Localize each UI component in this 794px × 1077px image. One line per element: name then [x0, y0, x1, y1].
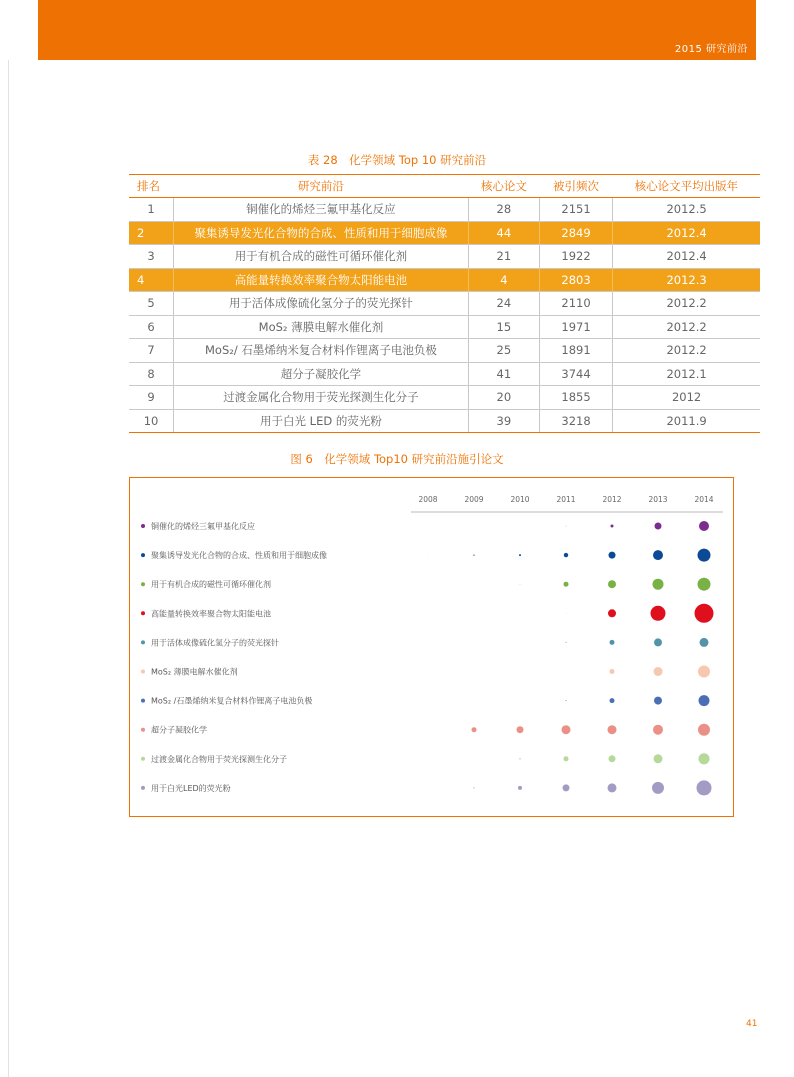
figure-frame: [129, 477, 734, 817]
table-caption: 表 28 化学领域 Top 10 研究前沿: [307, 153, 487, 167]
legend-marker: [141, 640, 145, 644]
page-number: 41: [746, 1019, 758, 1029]
cell-rank: 4: [129, 268, 174, 292]
bubble-point: [698, 724, 710, 736]
table-row: [129, 268, 760, 292]
year-label: 2011: [556, 495, 576, 504]
cell-citations: 3744: [539, 362, 612, 386]
bubble-point: [700, 638, 709, 647]
bubble-point: [562, 725, 571, 734]
bubble-point: [566, 526, 567, 527]
bubble-point: [655, 523, 662, 530]
table-row: [129, 221, 760, 245]
bubble-point: [519, 758, 521, 760]
bubble-point: [566, 642, 567, 643]
bubble-point: [653, 579, 664, 590]
bubble-point: [699, 521, 709, 531]
running-header: 2015 研究前沿: [674, 44, 748, 55]
bubble-point: [520, 584, 521, 585]
page-margin-rule: [8, 60, 9, 1077]
table-row: [129, 386, 760, 410]
legend-label: 高能量转换效率聚合物太阳能电池: [151, 609, 271, 619]
legend-label: 用于活体成像硫化氢分子的荧光探针: [151, 638, 279, 648]
bubble-point: [654, 697, 662, 705]
cell-citations: 2849: [539, 221, 612, 245]
legend-marker: [141, 611, 145, 615]
bubble-point: [608, 609, 616, 617]
cell-topic: MoS₂/ 石墨烯纳米复合材料作锂离子电池负极: [174, 339, 469, 363]
year-label: 2012: [602, 495, 622, 504]
year-label: 2008: [418, 495, 438, 504]
cell-topic: 用于有机合成的磁性可循环催化剂: [174, 245, 469, 269]
bubble-point: [566, 700, 567, 701]
bubble-point: [608, 783, 617, 792]
bubble-point: [473, 787, 474, 788]
bubble-point: [517, 726, 524, 733]
cell-citations: 2110: [539, 292, 612, 316]
cell-rank: 9: [129, 386, 174, 410]
cell-mean-year: 2012: [613, 386, 760, 410]
bubble-point: [653, 725, 663, 735]
cell-rank: 5: [129, 292, 174, 316]
bubble-point: [563, 784, 570, 791]
cell-rank: 8: [129, 362, 174, 386]
cell-core-papers: 21: [468, 245, 539, 269]
legend-label: 用于白光LED的荧光粉: [151, 783, 231, 793]
table-row: [129, 198, 760, 222]
table-header-row: [129, 175, 760, 198]
bubble-point: [564, 756, 569, 761]
bubble-point: [473, 555, 474, 556]
header-band: [38, 0, 756, 60]
cell-topic: 聚集诱导发光化合物的合成、性质和用于细胞成像: [174, 221, 469, 245]
table-row: [129, 339, 760, 363]
bubble-point: [695, 604, 714, 623]
legend-label: 过渡金属化合物用于荧光探测生化分子: [151, 754, 287, 764]
cell-core-papers: 15: [468, 315, 539, 339]
legend-label: 用于有机合成的磁性可循环催化剂: [151, 580, 271, 590]
bubble-point: [653, 550, 663, 560]
bubble-point: [564, 553, 568, 557]
cell-core-papers: 4: [468, 268, 539, 292]
cell-rank: 7: [129, 339, 174, 363]
bubble-point: [608, 580, 616, 588]
legend-marker: [141, 699, 145, 703]
year-label: 2013: [648, 495, 668, 504]
cell-mean-year: 2012.4: [613, 221, 760, 245]
cell-citations: 1891: [539, 339, 612, 363]
bubble-point: [698, 666, 710, 678]
bubble-point: [609, 755, 616, 762]
cell-citations: 1855: [539, 386, 612, 410]
cell-rank: 6: [129, 315, 174, 339]
cell-core-papers: 41: [468, 362, 539, 386]
cell-mean-year: 2012.2: [613, 315, 760, 339]
legend-label: MoS₂ /石墨烯纳米复合材料作锂离子电池负极: [151, 696, 313, 706]
cell-citations: 3218: [539, 409, 612, 433]
table-row: [129, 245, 760, 269]
legend-label: MoS₂ 薄膜电解水催化剂: [151, 667, 238, 677]
legend-marker: [141, 524, 145, 528]
bubble-point: [519, 554, 521, 556]
table-row: [129, 315, 760, 339]
cell-core-papers: 20: [468, 386, 539, 410]
cell-mean-year: 2012.4: [613, 245, 760, 269]
bubble-point: [698, 549, 711, 562]
bubble-point: [698, 578, 711, 591]
bubble-point: [654, 638, 662, 646]
cell-mean-year: 2012.3: [613, 268, 760, 292]
legend-marker: [141, 582, 145, 586]
bubble-chart: [130, 478, 733, 816]
bubble-point: [518, 786, 522, 790]
column-header-rank: 排名: [129, 175, 174, 198]
column-header-citations: 被引频次: [539, 175, 612, 198]
cell-topic: 铜催化的烯烃三氟甲基化反应: [174, 198, 469, 222]
bubble-point: [652, 782, 664, 794]
legend-marker: [141, 670, 145, 674]
cell-core-papers: 24: [468, 292, 539, 316]
cell-citations: 1922: [539, 245, 612, 269]
legend-marker: [141, 757, 145, 761]
cell-core-papers: 25: [468, 339, 539, 363]
bubble-point: [699, 753, 710, 764]
bubble-point: [654, 667, 663, 676]
cell-mean-year: 2012.2: [613, 292, 760, 316]
cell-topic: 超分子凝胶化学: [174, 362, 469, 386]
bubble-point: [608, 725, 617, 734]
cell-mean-year: 2012.1: [613, 362, 760, 386]
bubble-point: [564, 582, 569, 587]
table-row: [129, 409, 760, 433]
year-label: 2014: [694, 495, 714, 504]
research-frontier-table: [129, 174, 760, 433]
column-header-core-papers: 核心论文: [468, 175, 539, 198]
cell-citations: 2151: [539, 198, 612, 222]
legend-marker: [141, 553, 145, 557]
cell-topic: 用于活体成像硫化氢分子的荧光探针: [174, 292, 469, 316]
cell-core-papers: 28: [468, 198, 539, 222]
table-row: [129, 362, 760, 386]
column-header-mean-year: 核心论文平均出版年: [613, 175, 760, 198]
cell-topic: 用于白光 LED 的荧光粉: [174, 409, 469, 433]
bubble-point: [697, 780, 712, 795]
legend-marker: [141, 728, 145, 732]
cell-mean-year: 2012.2: [613, 339, 760, 363]
year-label: 2010: [510, 495, 530, 504]
bubble-point: [610, 698, 615, 703]
cell-citations: 1971: [539, 315, 612, 339]
figure-caption: 图 6 化学领域 Top10 研究前沿施引论文: [290, 452, 504, 466]
cell-citations: 2803: [539, 268, 612, 292]
cell-mean-year: 2012.5: [613, 198, 760, 222]
cell-mean-year: 2011.9: [613, 409, 760, 433]
cell-topic: 过渡金属化合物用于荧光探测生化分子: [174, 386, 469, 410]
table-row: [129, 292, 760, 316]
bubble-point: [610, 669, 615, 674]
legend-marker: [141, 786, 145, 790]
bubble-point: [651, 606, 666, 621]
legend-label: 铜催化的烯烃三氟甲基化反应: [151, 522, 255, 531]
bubble-point: [654, 754, 663, 763]
bubble-point: [699, 695, 710, 706]
cell-rank: 1: [129, 198, 174, 222]
cell-core-papers: 44: [468, 221, 539, 245]
cell-rank: 2: [129, 221, 174, 245]
cell-rank: 3: [129, 245, 174, 269]
cell-core-papers: 39: [468, 409, 539, 433]
bubble-point: [609, 552, 616, 559]
year-label: 2009: [464, 495, 484, 504]
cell-topic: 高能量转换效率聚合物太阳能电池: [174, 268, 469, 292]
cell-rank: 10: [129, 409, 174, 433]
bubble-point: [610, 640, 615, 645]
column-header-topic: 研究前沿: [174, 175, 469, 198]
bubble-point: [472, 727, 477, 732]
legend-label: 聚集诱导发光化合物的合成、性质和用于细胞成像: [151, 551, 327, 561]
legend-label: 超分子凝胶化学: [151, 725, 207, 735]
cell-topic: MoS₂ 薄膜电解水催化剂: [174, 315, 469, 339]
bubble-point: [611, 525, 614, 528]
